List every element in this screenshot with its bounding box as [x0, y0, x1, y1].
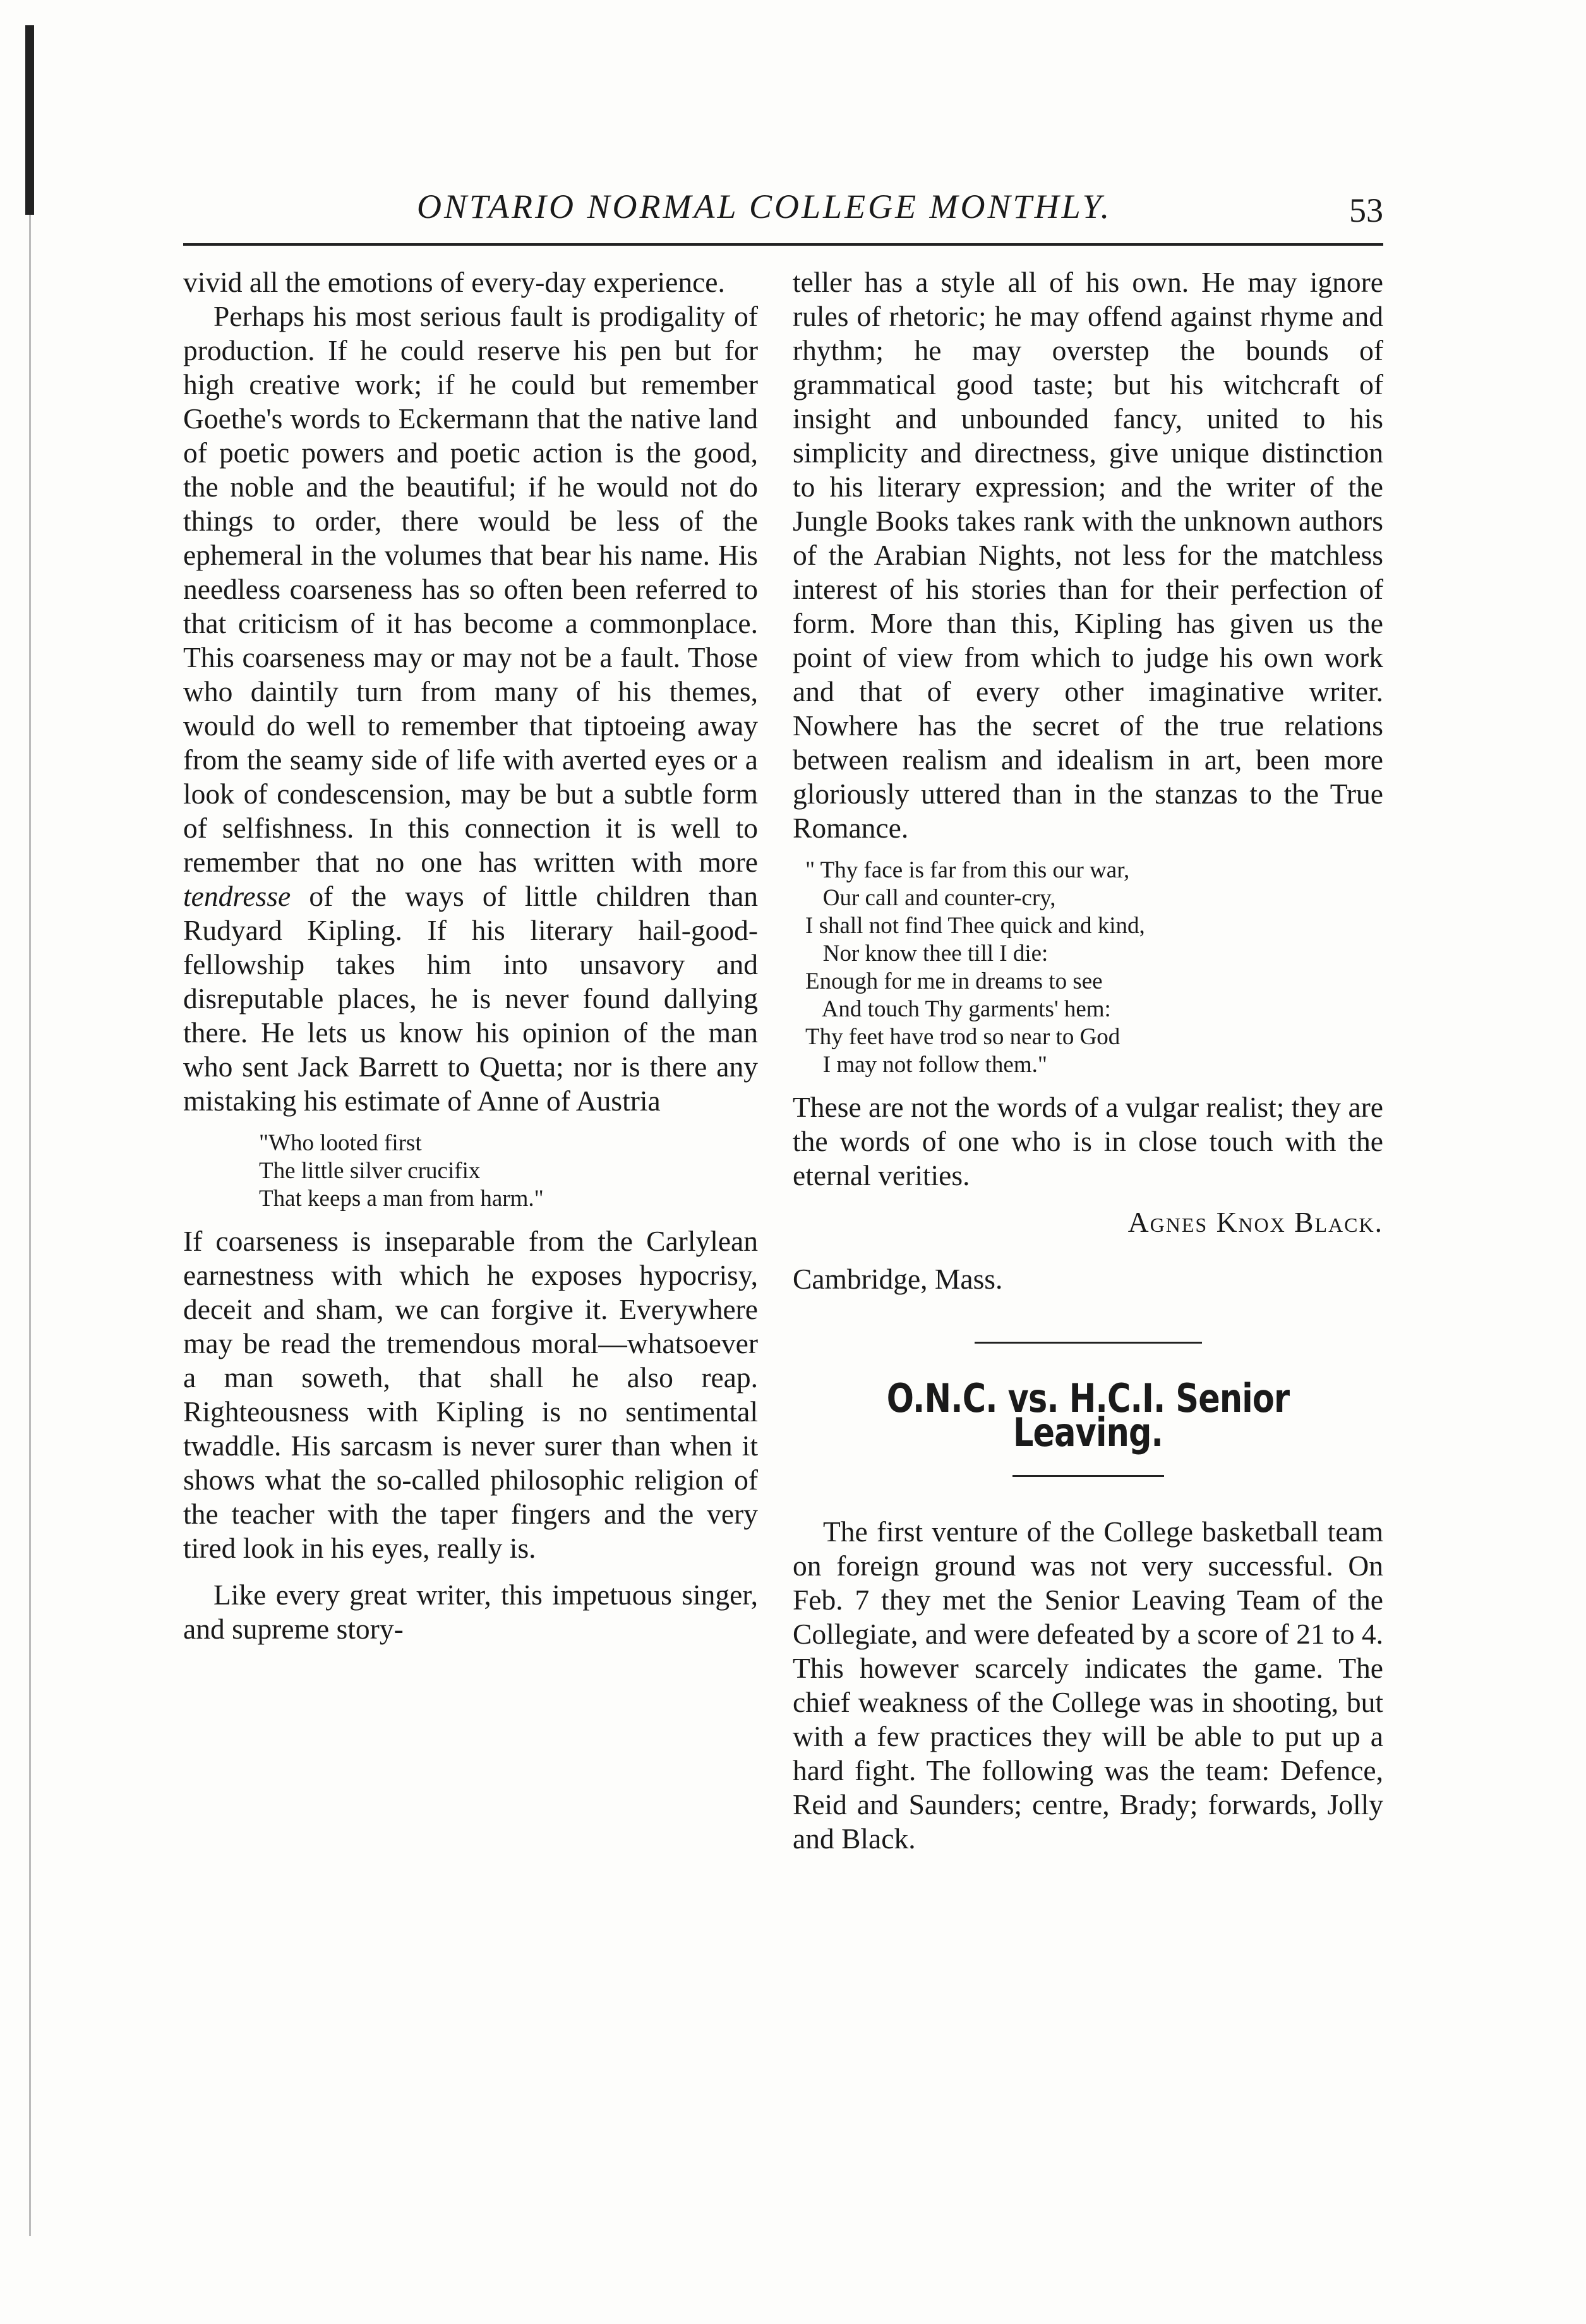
right-paragraph-1: teller has a style all of his own. He may ignore rules of rhetoric; he may offend against rhyme and rhythm; he may overstep the bounds of grammatical good taste; but his witchcraft of insight and unbounded fancy, united to his simplicity and directness, give unique distinction to his literary expression; and the writer of the Jungle Books takes rank with the unknown authors of the Arabian Nights, not less for the matchless interest of his stories than for their perfection of form. More than this, Kipling has given us the point of view from which to judge his own work and that of every other imaginative writer. Nowhere has the secret of the true relations between realism and idealism in art, been more gloriously uttered than in the stanzas to the True Romance. [793, 266, 1383, 844]
left-column [183, 265, 758, 1646]
left-paragraph-2a: Perhaps his most serious fault is prodigality of production. If he could reserve his pen but for high creative work; if he could but remember Goethe's words to Eckermann that the native land of poetic powers and poetic action is the good, the noble and the beautiful; if he would not do things to order, there would be less of the ephemeral in the volumes that bear his name. His needless coarseness has so often been referred to that criticism of it has become a commonplace. This coarseness may or may not be a fault. Those who daintily turn from many of his themes, would do well to remember that tiptoeing away from the seamy side of life with averted eyes or a look of condescension, may be but a subtle form of selfishness. In this connection it is well to remember that no one has written with more [183, 300, 758, 878]
header-rule [183, 243, 1383, 246]
page-number: 53 [1349, 191, 1383, 229]
author-signature: Agnes Knox Black. [1127, 1206, 1383, 1238]
running-title: ONTARIO NORMAL COLLEGE MONTHLY. [417, 188, 1112, 226]
right-column [793, 265, 1383, 1856]
left-paragraph-4: Like every great writer, this impetuous singer, and supreme story- [183, 1579, 758, 1645]
page-header [183, 187, 1383, 238]
right-paragraph-3: The first venture of the College basketball team on foreign ground was not very successful. On Feb. 7 they met the Senior Leaving Team of the Collegiate, and were defeated by a score of 21 to 4. This however scarcely indicates the game. The chief weakness of the College was in shooting, but with a few practices they will be able to put up a hard fight. The following was the team: Defence, Reid and Saunders; centre, Brady; forwards, Jolly and Black. [793, 1515, 1383, 1855]
left-poem-quote: "Who looted first The little silver crucifix That keeps a man from harm." [259, 1130, 544, 1212]
right-paragraph-2: These are not the words of a vulgar realist; they are the words of one who is in close touch with the eternal verities. [793, 1091, 1383, 1191]
section-heading: O.N.C. vs. H.C.I. Senior Leaving. [886, 1375, 1290, 1455]
scan-edge-line [29, 215, 31, 2236]
left-paragraph-1: vivid all the emotions of every-day experience. [183, 266, 725, 298]
author-place: Cambridge, Mass. [793, 1263, 1003, 1295]
left-paragraph-2b: of the ways of little children than Rudyard Kipling. If his literary hail-good-fellowship takes him into unsavory and disreputable places, he is never found dallying there. He lets us know his opinion of the man who sent Jack Barrett to Quetta; nor is there any mistaking his estimate of Anne of Austria [183, 880, 759, 1117]
right-poem-quote: " Thy face is far from this our war, Our call and counter-cry, I shall not find Thee quick and kind, Nor know thee till I die: Enough for me in dreams to see And touch Thy garments' hem: Thy feet have trod so near to God I may not follow them." [805, 857, 1145, 1078]
italic-word-tendresse: tendresse [183, 880, 291, 912]
left-paragraph-2 [183, 299, 758, 1118]
section-separator [975, 1342, 1202, 1344]
left-paragraph-3: If coarseness is inseparable from the Carlylean earnestness with which he exposes hypocrisy, deceit and sham, we can forgive it. Everywhere may be read the tremendous moral—whatsoever a man soweth, that shall he also reap. Righteousness with Kipling is no sentimental twaddle. His sarcasm is never surer than when it shows what the so-called philosophic religion of the teacher with the taper fingers and the very tired look in his eyes, really is. [183, 1225, 758, 1564]
heading-underline [1012, 1475, 1164, 1477]
scan-edge-mark [25, 25, 34, 215]
